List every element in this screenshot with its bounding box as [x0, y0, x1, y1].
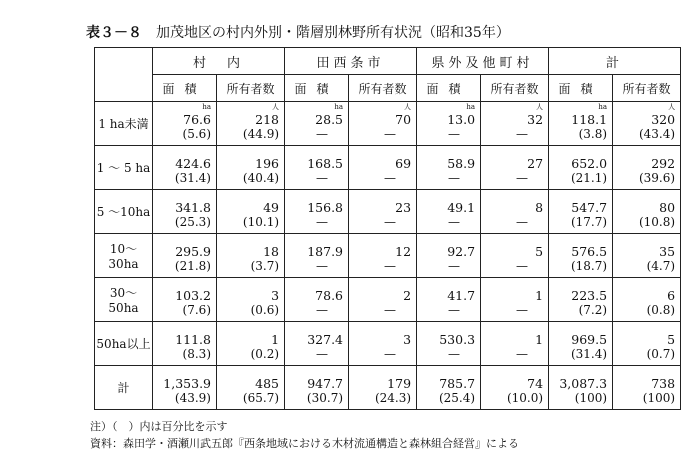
- area-cell: [153, 322, 217, 366]
- unit-ha: ha: [334, 103, 344, 111]
- cell-value: 118.1: [571, 112, 608, 127]
- area-cell: [153, 234, 217, 278]
- cell-value: 3: [403, 332, 412, 347]
- cell-percent: (7.2): [578, 303, 608, 317]
- table-caption: 加茂地区の村内外別・階層別林野所有状況（昭和35年）: [156, 25, 510, 41]
- cell-value: 35: [659, 244, 676, 259]
- cell-value: 424.6: [175, 156, 211, 171]
- cell-value: 1: [535, 288, 544, 303]
- owners-cell: [613, 366, 681, 410]
- cell-value: 49.1: [447, 200, 476, 215]
- cell-percent: (21.8): [174, 259, 211, 273]
- cell-percent: (10.8): [638, 215, 676, 229]
- owners-cell: [613, 234, 681, 278]
- owners-cell: [481, 366, 549, 410]
- owners-cell: [481, 190, 549, 234]
- cell-value: 576.5: [571, 244, 608, 259]
- owners-cell: [481, 234, 549, 278]
- cell-value: 2: [403, 288, 412, 303]
- area-cell: [549, 366, 613, 410]
- owners-cell: [481, 146, 549, 190]
- cell-value: 947.7: [307, 376, 344, 391]
- sub-header-owners: 所有者数: [481, 75, 549, 102]
- cell-percent: (25.4): [438, 391, 476, 405]
- cell-value: 295.9: [175, 244, 211, 259]
- owners-cell: [349, 366, 417, 410]
- area-cell: [549, 322, 613, 366]
- cell-percent: (0.2): [250, 347, 280, 361]
- area-cell: [285, 366, 349, 410]
- cell-value: 69: [395, 156, 412, 171]
- cell-value: 27: [527, 156, 544, 171]
- cell-value: 8: [535, 200, 544, 215]
- area-cell: [417, 322, 481, 366]
- area-cell: [417, 146, 481, 190]
- cell-value: 13.0: [447, 112, 476, 127]
- cell-percent: (100): [642, 391, 676, 405]
- sub-header-area: 面積: [153, 75, 217, 102]
- table-note: 注）（ ）内は百分比を示す: [90, 420, 228, 433]
- area-cell: [153, 146, 217, 190]
- table-row: [95, 366, 681, 410]
- cell-percent: (30.7): [306, 391, 344, 405]
- cell-percent: —: [516, 215, 529, 229]
- cell-value: 196: [255, 156, 280, 171]
- area-cell: [285, 234, 349, 278]
- table-row: [95, 322, 681, 366]
- group-header-total: 計: [549, 48, 681, 75]
- cell-percent: —: [384, 127, 397, 141]
- cell-percent: (25.3): [174, 215, 211, 229]
- row-label: 30～50ha: [95, 278, 153, 322]
- cell-value: 111.8: [175, 332, 211, 347]
- owners-cell: [613, 190, 681, 234]
- area-cell: [285, 102, 349, 146]
- cell-percent: —: [448, 347, 461, 361]
- group-header-row: [95, 48, 681, 75]
- table-row: [95, 278, 681, 322]
- area-cell: [417, 366, 481, 410]
- cell-value: 1: [271, 332, 280, 347]
- sub-header-area: 面積: [285, 75, 349, 102]
- sub-header-area: 面積: [549, 75, 613, 102]
- sub-header-owners: 所有者数: [613, 75, 681, 102]
- row-label: 10～30ha: [95, 234, 153, 278]
- owners-cell: [217, 366, 285, 410]
- group-header-city: 田西条市: [285, 48, 417, 75]
- cell-percent: —: [316, 259, 329, 273]
- cell-value: 156.8: [307, 200, 344, 215]
- owners-cell: [349, 322, 417, 366]
- cell-percent: —: [448, 303, 461, 317]
- cell-value: 76.6: [183, 112, 211, 127]
- cell-percent: —: [384, 303, 397, 317]
- cell-value: 28.5: [315, 112, 344, 127]
- owners-cell: [613, 278, 681, 322]
- cell-value: 168.5: [307, 156, 344, 171]
- unit-person: 人: [536, 103, 544, 111]
- cell-value: 785.7: [439, 376, 476, 391]
- area-cell: [417, 102, 481, 146]
- area-cell: [153, 190, 217, 234]
- owners-cell: [613, 146, 681, 190]
- owners-cell: [217, 102, 285, 146]
- owners-cell: [217, 146, 285, 190]
- cell-percent: —: [316, 303, 329, 317]
- sub-header-owners: 所有者数: [217, 75, 285, 102]
- cell-percent: (31.4): [174, 171, 211, 185]
- owners-cell: [217, 278, 285, 322]
- cell-value: 547.7: [571, 200, 608, 215]
- cell-value: 485: [255, 376, 280, 391]
- land-ownership-table: [94, 47, 681, 410]
- cell-value: 652.0: [571, 156, 608, 171]
- cell-value: 341.8: [175, 200, 211, 215]
- area-cell: [153, 102, 217, 146]
- cell-value: 6: [667, 288, 676, 303]
- cell-value: 530.3: [439, 332, 476, 347]
- cell-value: 18: [263, 244, 280, 259]
- cell-percent: —: [384, 171, 397, 185]
- cell-percent: (4.7): [646, 259, 676, 273]
- cell-percent: (24.3): [374, 391, 412, 405]
- cell-percent: —: [448, 127, 461, 141]
- cell-percent: (65.7): [242, 391, 280, 405]
- unit-person: 人: [404, 103, 412, 111]
- cell-percent: —: [384, 259, 397, 273]
- owners-cell: [481, 322, 549, 366]
- owners-cell: [613, 102, 681, 146]
- cell-value: 738: [651, 376, 676, 391]
- owners-cell: [217, 322, 285, 366]
- unit-ha: ha: [202, 103, 211, 111]
- cell-percent: —: [516, 303, 529, 317]
- cell-percent: (44.9): [242, 127, 280, 141]
- owners-cell: [349, 190, 417, 234]
- cell-value: 103.2: [175, 288, 211, 303]
- cell-percent: —: [384, 347, 397, 361]
- area-cell: [417, 234, 481, 278]
- cell-value: 41.7: [447, 288, 476, 303]
- area-cell: [153, 366, 217, 410]
- cell-percent: —: [316, 127, 329, 141]
- cell-percent: —: [516, 127, 529, 141]
- cell-value: 12: [395, 244, 412, 259]
- cell-percent: (17.7): [570, 215, 608, 229]
- cell-percent: (18.7): [570, 259, 608, 273]
- cell-percent: (100): [574, 391, 608, 405]
- cell-value: 5: [535, 244, 544, 259]
- row-label: 1 ha未満: [95, 102, 153, 146]
- cell-percent: (7.6): [182, 303, 211, 317]
- cell-percent: —: [384, 215, 397, 229]
- table-row: [95, 190, 681, 234]
- corner-cell: [95, 48, 153, 102]
- sub-header-row: [95, 75, 681, 102]
- area-cell: [549, 234, 613, 278]
- cell-percent: (0.8): [646, 303, 676, 317]
- row-label: 1 ～ 5 ha: [95, 146, 153, 190]
- area-cell: [285, 322, 349, 366]
- cell-percent: (5.6): [182, 127, 211, 141]
- unit-person: 人: [668, 103, 676, 111]
- unit-ha: ha: [598, 103, 608, 111]
- cell-value: 223.5: [571, 288, 608, 303]
- owners-cell: [481, 278, 549, 322]
- table-row: [95, 146, 681, 190]
- area-cell: [549, 190, 613, 234]
- area-cell: [285, 146, 349, 190]
- area-cell: [417, 278, 481, 322]
- owners-cell: [349, 234, 417, 278]
- cell-percent: (0.6): [250, 303, 280, 317]
- cell-percent: —: [448, 259, 461, 273]
- cell-value: 179: [387, 376, 412, 391]
- cell-value: 1,353.9: [163, 376, 211, 391]
- cell-percent: (0.7): [646, 347, 676, 361]
- cell-value: 49: [263, 200, 280, 215]
- cell-percent: —: [316, 347, 329, 361]
- cell-value: 187.9: [307, 244, 344, 259]
- table-row: [95, 102, 681, 146]
- cell-percent: (43.4): [638, 127, 676, 141]
- cell-percent: (8.3): [182, 347, 211, 361]
- cell-value: 327.4: [307, 332, 344, 347]
- cell-percent: (31.4): [570, 347, 608, 361]
- cell-value: 80: [659, 200, 676, 215]
- owners-cell: [349, 146, 417, 190]
- table-number: 表３－８: [86, 25, 142, 41]
- row-label: 50ha以上: [95, 322, 153, 366]
- cell-value: 23: [395, 200, 412, 215]
- cell-value: 292: [651, 156, 676, 171]
- owners-cell: [349, 102, 417, 146]
- cell-value: 1: [535, 332, 544, 347]
- owners-cell: [217, 190, 285, 234]
- cell-percent: —: [516, 171, 529, 185]
- area-cell: [285, 278, 349, 322]
- cell-percent: —: [316, 215, 329, 229]
- row-label: 計: [95, 366, 153, 410]
- area-cell: [549, 146, 613, 190]
- row-label: 5 ～10ha: [95, 190, 153, 234]
- area-cell: [549, 102, 613, 146]
- cell-percent: —: [516, 347, 529, 361]
- sub-header-area: 面積: [417, 75, 481, 102]
- cell-percent: —: [316, 171, 329, 185]
- owners-cell: [613, 322, 681, 366]
- cell-value: 92.7: [447, 244, 476, 259]
- owners-cell: [217, 234, 285, 278]
- cell-value: 969.5: [571, 332, 608, 347]
- cell-value: 58.9: [447, 156, 476, 171]
- area-cell: [153, 278, 217, 322]
- cell-value: 70: [395, 112, 412, 127]
- cell-value: 5: [667, 332, 676, 347]
- cell-value: 74: [527, 376, 544, 391]
- cell-value: 218: [255, 112, 280, 127]
- cell-percent: (39.6): [638, 171, 676, 185]
- cell-value: 32: [527, 112, 544, 127]
- cell-percent: (3.7): [250, 259, 280, 273]
- group-header-outside: 県外及他町村: [417, 48, 549, 75]
- area-cell: [417, 190, 481, 234]
- cell-percent: (10.1): [242, 215, 280, 229]
- area-cell: [549, 278, 613, 322]
- cell-percent: (43.9): [174, 391, 211, 405]
- area-cell: [285, 190, 349, 234]
- table-row: [95, 234, 681, 278]
- sub-header-owners: 所有者数: [349, 75, 417, 102]
- cell-percent: (3.8): [578, 127, 608, 141]
- cell-percent: —: [448, 215, 461, 229]
- unit-person: 人: [272, 103, 280, 111]
- cell-percent: (21.1): [570, 171, 608, 185]
- cell-value: 3,087.3: [559, 376, 608, 391]
- table-title: [86, 22, 510, 42]
- table-source: 資料：森田学・酒瀬川武五郎『西条地域における木材流通構造と森林組合経営』による: [90, 437, 519, 450]
- cell-percent: —: [448, 171, 461, 185]
- group-header-village: 村 内: [153, 48, 285, 75]
- unit-ha: ha: [466, 103, 476, 111]
- cell-value: 3: [271, 288, 280, 303]
- cell-value: 78.6: [315, 288, 344, 303]
- cell-percent: (10.0): [506, 391, 544, 405]
- cell-percent: —: [516, 259, 529, 273]
- cell-percent: (40.4): [242, 171, 280, 185]
- owners-cell: [349, 278, 417, 322]
- owners-cell: [481, 102, 549, 146]
- cell-value: 320: [651, 112, 676, 127]
